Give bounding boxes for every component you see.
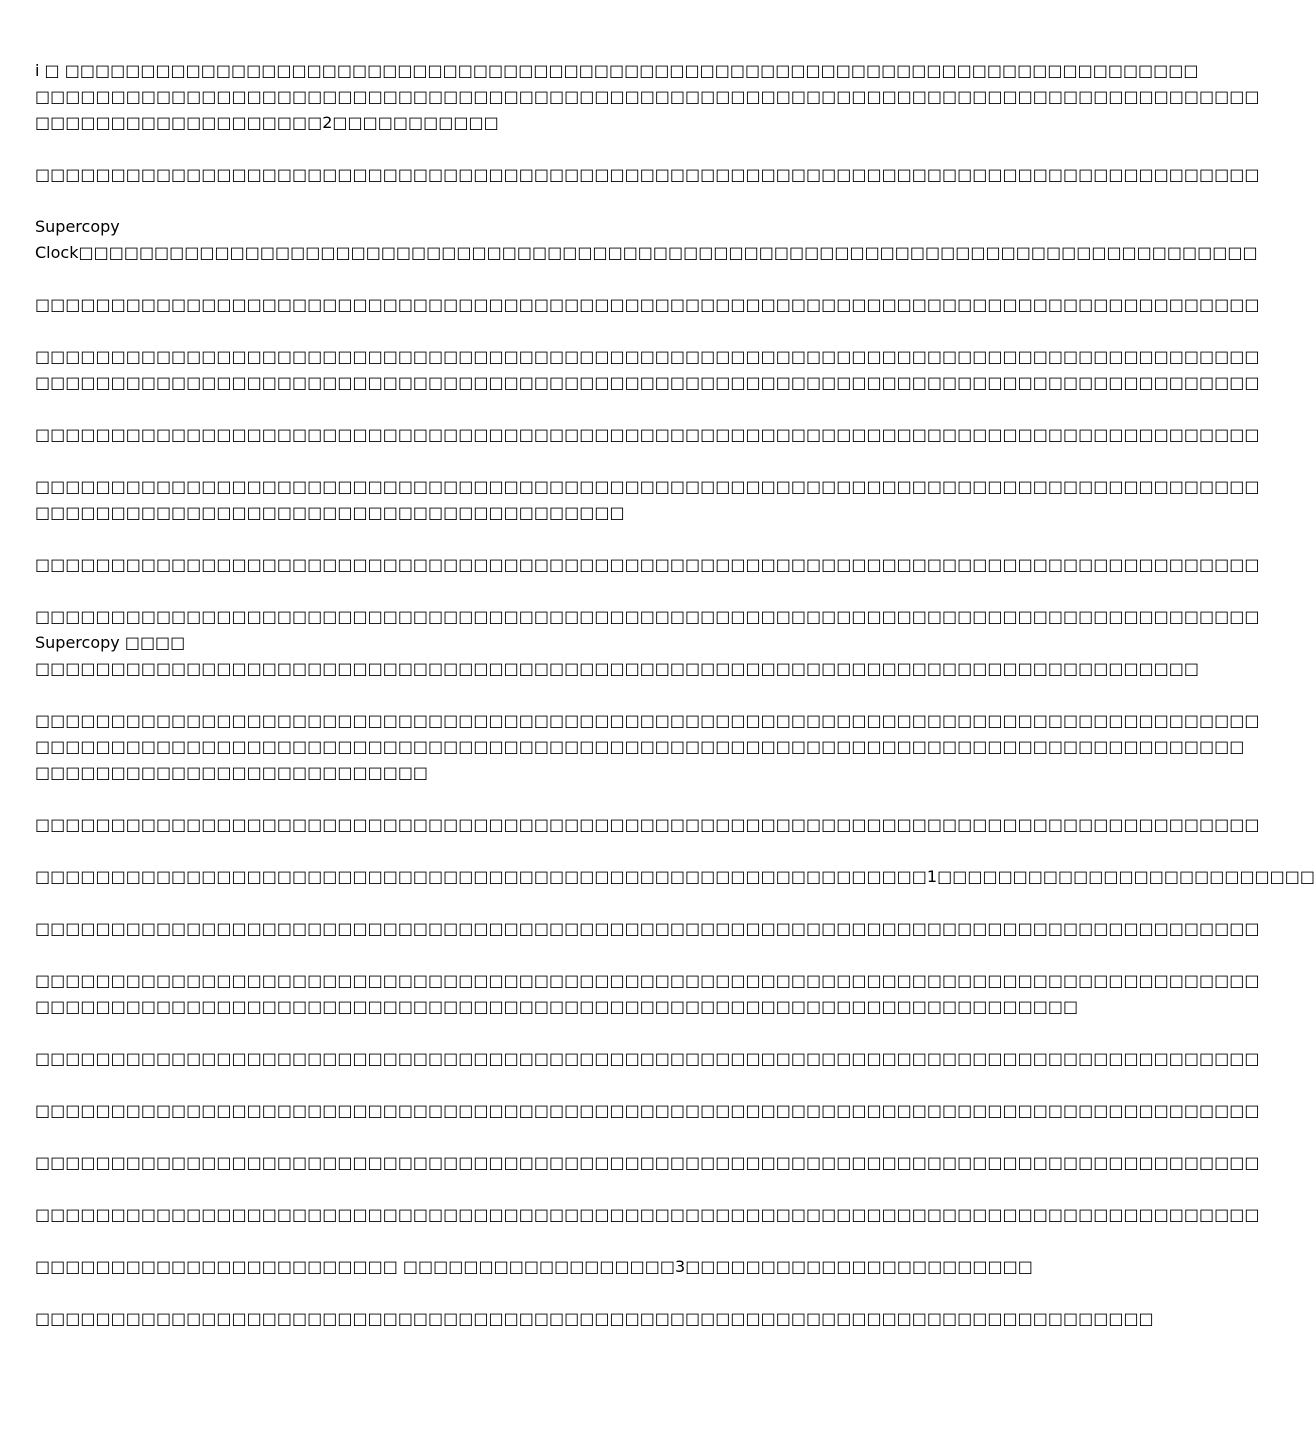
text-line: Clock□□□□□□□□□□□□□□□□□□□□□□□□□□□□□□□□□□□□□□□□□□□□□□□□□□□□□□□□□□□□□□□□□□□□□□□□□□□□□□ <box>35 243 1258 262</box>
paragraph <box>35 292 1260 318</box>
text-line: □□□□□□□□□□□□□□□□□□□□□□□□□□□□□□□□□□□□□□□□□□□□□□□□□□□□□□□□□□□□□□□□□□□□□□□□□□□□□□□□□ <box>35 1101 1260 1120</box>
text-line: □□□□□□□□□□□□□□□□□□□□□□□□□□□□□□□□□□□□□□□□□□□□□□□□□□□□□□□□□□□□□□□□□□□□□□□□□□□□□□□□□ <box>35 815 1260 834</box>
text-line: □□□□□□□□□□□□□□□□□□□□□□□□□□□□□□□□□□□□□□□□□□□□□□□□□□□□□□□□□□□□□□□□□□□□□□□□□□□□□□□□□ <box>35 711 1260 730</box>
paragraph <box>35 1046 1260 1072</box>
text-line: □□□□□□□□□□□□□□□□□□□□□□□□□□□□□□□□□□□□□□□□□□□□□□□□□□□□□□□□□□□□□□□□□□□□□□□□□□□□□□□□□ <box>35 607 1260 626</box>
paragraph <box>35 58 1260 136</box>
paragraph <box>35 552 1260 578</box>
paragraph <box>35 214 1258 266</box>
text-line: i □ □□□□□□□□□□□□□□□□□□□□□□□□□□□□□□□□□□□□□□□□□□□□□□□□□□□□□□□□□□□□□□□□□□□□□□□□□□□ <box>35 61 1199 80</box>
paragraph <box>35 1202 1260 1228</box>
text-line: □□□□□□□□□□□□□□□□□□□□□□□□□□□□□□□□□□□□□□□□□□□□□□□□□□□□□□□□□□□□□□□□□□□□□□□□□□□□□□□□□ <box>35 1153 1260 1172</box>
text-line: □□□□□□□□□□□□□□□□□□□□□□□□□□□□□□□□□□□□□□□□□□□□□□□□□□□□□□□□□□□□□□□□□□□□□□□□□□□□□□□□□ <box>35 87 1260 106</box>
text-line: □□□□□□□□□□□□□□□□□□□□□□□□ □□□□□□□□□□□□□□□□□□3□□□□□□□□□□□□□□□□□□□□□□□ <box>35 1257 1033 1276</box>
paragraph <box>35 864 1315 890</box>
paragraph <box>35 344 1260 396</box>
text-line: □□□□□□□□□□□□□□□□□□□□□□□□□□□□□□□□□□□□□□□□□□□□□□□□□□□□□□□□□□□□□□□□□□□□□□□□□□□□□□□□□ <box>35 1049 1260 1068</box>
text-line: □□□□□□□□□□□□□□□□□□□□□□□□□□□□□□□□□□□□□□□□□□□□□□□□□□□□□□□□□□□□□□□□□□□□□□□□□□□□□□□□□ <box>35 971 1260 990</box>
text-line: □□□□□□□□□□□□□□□□□□□□□□□□□□□□□□□□□□□□□□□□□□□□□□□□□□□□□□□□□□□□□□□□□□□□□□□□□□ <box>35 1309 1154 1328</box>
paragraph <box>35 812 1260 838</box>
paragraph <box>35 1150 1260 1176</box>
paragraph <box>35 604 1260 682</box>
text-line: □□□□□□□□□□□□□□□□□□□□□□□□□□ <box>35 763 429 782</box>
paragraph <box>35 162 1260 188</box>
paragraph <box>35 474 1260 526</box>
text-line: □□□□□□□□□□□□□□□□□□□□□□□□□□□□□□□□□□□□□□□□□□□□□□□□□□□□□□□□□□□1□□□□□□□□□□□□□□□□□□□□□□□□□ <box>35 867 1315 886</box>
text-line: □□□□□□□□□□□□□□□□□□□□□□□□□□□□□□□□□□□□□□□□□□□□□□□□□□□□□□□□□□□□□□□□□□□□□□□□□□□□□□□□□ <box>35 165 1260 184</box>
paragraph <box>35 1306 1154 1332</box>
text-line: □□□□□□□□□□□□□□□□□□□□□□□□□□□□□□□□□□□□□□□□□□□□□□□□□□□□□□□□□□□□□□□□□□□□□□□□□□□□□□□□□ <box>35 919 1260 938</box>
text-line: □□□□□□□□□□□□□□□□□□□□□□□□□□□□□□□□□□□□□□□□□□□□□□□□□□□□□□□□□□□□□□□□□□□□□□□□□□□□□ <box>35 659 1200 678</box>
text-line: □□□□□□□□□□□□□□□□□□□□□□□□□□□□□□□□□□□□□□□□□□□□□□□□□□□□□□□□□□□□□□□□□□□□□ <box>35 997 1079 1016</box>
paragraph <box>35 916 1260 942</box>
text-line: □□□□□□□□□□□□□□□□□□□□□□□□□□□□□□□□□□□□□□□□□□□□□□□□□□□□□□□□□□□□□□□□□□□□□□□□□□□□□□□□□ <box>35 425 1260 444</box>
text-line: □□□□□□□□□□□□□□□□□□□□□□□□□□□□□□□□□□□□□□□ <box>35 503 625 522</box>
paragraph <box>35 968 1260 1020</box>
text-line: Supercopy <box>35 217 120 236</box>
text-line: □□□□□□□□□□□□□□□□□□□□□□□□□□□□□□□□□□□□□□□□□□□□□□□□□□□□□□□□□□□□□□□□□□□□□□□□□□□□□□□□□ <box>35 555 1260 574</box>
paragraph <box>35 1254 1033 1280</box>
text-line: □□□□□□□□□□□□□□□□□□□□□□□□□□□□□□□□□□□□□□□□□□□□□□□□□□□□□□□□□□□□□□□□□□□□□□□□□□□□□□□□□ <box>35 477 1260 496</box>
paragraph <box>35 1098 1260 1124</box>
text-line: □□□□□□□□□□□□□□□□□□□□□□□□□□□□□□□□□□□□□□□□□□□□□□□□□□□□□□□□□□□□□□□□□□□□□□□□□□□□□□□□□ <box>35 295 1260 314</box>
text-line: □□□□□□□□□□□□□□□□□□□□□□□□□□□□□□□□□□□□□□□□□□□□□□□□□□□□□□□□□□□□□□□□□□□□□□□□□□□□□□□□□ <box>35 373 1260 392</box>
text-line: □□□□□□□□□□□□□□□□□□□□□□□□□□□□□□□□□□□□□□□□□□□□□□□□□□□□□□□□□□□□□□□□□□□□□□□□□□□□□□□□□ <box>35 1205 1260 1224</box>
paragraph <box>35 708 1260 786</box>
document-body <box>35 58 1315 1358</box>
text-line: □□□□□□□□□□□□□□□□□□□□□□□□□□□□□□□□□□□□□□□□□□□□□□□□□□□□□□□□□□□□□□□□□□□□□□□□□□□□□□□□□ <box>35 347 1260 366</box>
text-line: □□□□□□□□□□□□□□□□□□□□□□□□□□□□□□□□□□□□□□□□□□□□□□□□□□□□□□□□□□□□□□□□□□□□□□□□□□□□□□□□ <box>35 737 1245 756</box>
text-line: □□□□□□□□□□□□□□□□□□□2□□□□□□□□□□□ <box>35 113 499 132</box>
paragraph <box>35 422 1260 448</box>
text-line: Supercopy □□□□ <box>35 633 186 652</box>
